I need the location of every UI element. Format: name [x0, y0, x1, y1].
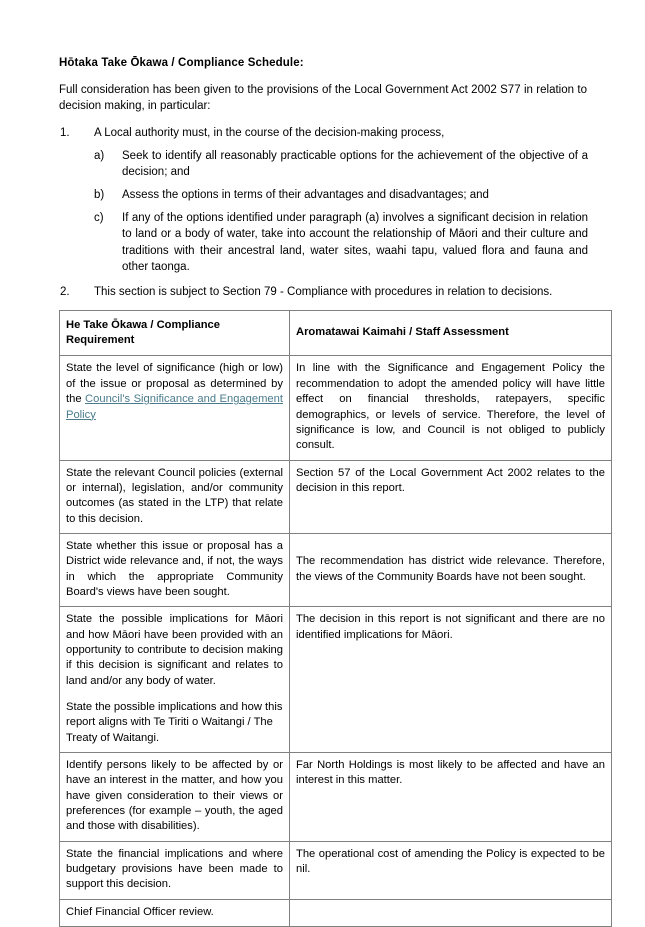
- requirement-cell: [60, 607, 290, 753]
- compliance-list: [59, 125, 588, 300]
- list-item-text: This section is subject to Section 79 - Compliance with procedures in relation to decisions.: [94, 286, 553, 299]
- significance-and-engagement-policy-link[interactable]: Council's Significance and Engagement Policy: [66, 393, 283, 421]
- list-marker: c): [94, 212, 104, 225]
- list-item-b: [59, 187, 588, 203]
- column-header-assessment: Aromatawai Kaimahi / Staff Assessment: [290, 310, 612, 356]
- list-item-text: If any of the options identified under paragraph (a) involves a significant decision in relation to land or a body of water, take into account the relationship of Māori and their culture and traditions with their ancestral land, water sites, waahi tapu, valued flora and fauna and other taonga.: [122, 212, 588, 274]
- list-item-2: [59, 284, 588, 300]
- table-row: [60, 753, 612, 842]
- table-row: [60, 533, 612, 606]
- list-item-text: A Local authority must, in the course of the decision-making process,: [94, 127, 445, 140]
- table-row: [60, 460, 612, 533]
- requirement-cell: State whether this issue or proposal has a District wide relevance and, if not, the ways in which the appropriate Community Board's views have been sought.: [60, 533, 290, 606]
- assessment-cell: The operational cost of amending the Policy is expected to be nil.: [290, 841, 612, 899]
- page-title: Hōtaka Take Ōkawa / Compliance Schedule:: [59, 57, 304, 69]
- requirement-cell: State the financial implications and where budgetary provisions have been made to support this decision.: [60, 841, 290, 899]
- table-row: [60, 356, 612, 460]
- intro-paragraph: Full consideration has been given to the provisions of the Local Government Act 2002 S77 in relation to decision making, in particular:: [59, 83, 587, 112]
- list-item-a: [59, 148, 588, 181]
- assessment-cell: Far North Holdings is most likely to be affected and have an interest in this matter.: [290, 753, 612, 842]
- list-marker: b): [94, 189, 105, 202]
- list-marker: 2.: [60, 286, 70, 299]
- assessment-cell: The recommendation has district wide relevance. Therefore, the views of the Community Boards have not been sought.: [290, 533, 612, 606]
- assessment-cell: In line with the Significance and Engagement Policy the recommendation to adopt the amended policy will have little effect on financial thresholds, ratepayers, specific demographics, or levels of service. Therefore, the level of significance is low, and Council is not obliged to publicly consult.: [290, 356, 612, 460]
- table-row: [60, 899, 612, 926]
- requirement-text: State the possible implications for Māori and how Māori have been provided with an opportunity to contribute to decision making if this decision is significant and relates to land and/or any body of water.: [66, 613, 283, 687]
- list-item-text: Seek to identify all reasonably practicable options for the achievement of the objective of a decision; and: [122, 150, 588, 179]
- requirement-cell: Chief Financial Officer review.: [60, 899, 290, 926]
- requirement-cell: [60, 356, 290, 460]
- list-item-text: Assess the options in terms of their advantages and disadvantages; and: [122, 189, 489, 202]
- list-item-1: [59, 125, 588, 141]
- table-header-row: [60, 310, 612, 356]
- assessment-cell: [290, 899, 612, 926]
- requirement-cell: State the relevant Council policies (external or internal), legislation, and/or community outcomes (as stated in the LTP) that relate to this decision.: [60, 460, 290, 533]
- assessment-cell: The decision in this report is not significant and there are no identified implications for Māori.: [290, 607, 612, 753]
- list-marker: 1.: [60, 127, 70, 140]
- assessment-cell: Section 57 of the Local Government Act 2002 relates to the decision in this report.: [290, 460, 612, 533]
- column-header-requirement: He Take Ōkawa / Compliance Requirement: [60, 310, 290, 356]
- requirement-text: State the level of significance (high or low) of the issue or proposal as determined by the: [66, 362, 283, 406]
- requirement-cell: Identify persons likely to be affected by or have an interest in the matter, and how you have given consideration to their views or preferences (for example – youth, the aged and those with disabilities).: [60, 753, 290, 842]
- list-item-c: [59, 210, 588, 275]
- list-marker: a): [94, 150, 105, 163]
- requirement-text-secondary: State the possible implications and how this report aligns with Te Tiriti o Waitangi / The Treaty of Waitangi.: [66, 701, 283, 744]
- table-row: [60, 607, 612, 753]
- table-row: [60, 841, 612, 899]
- compliance-table: [59, 310, 612, 927]
